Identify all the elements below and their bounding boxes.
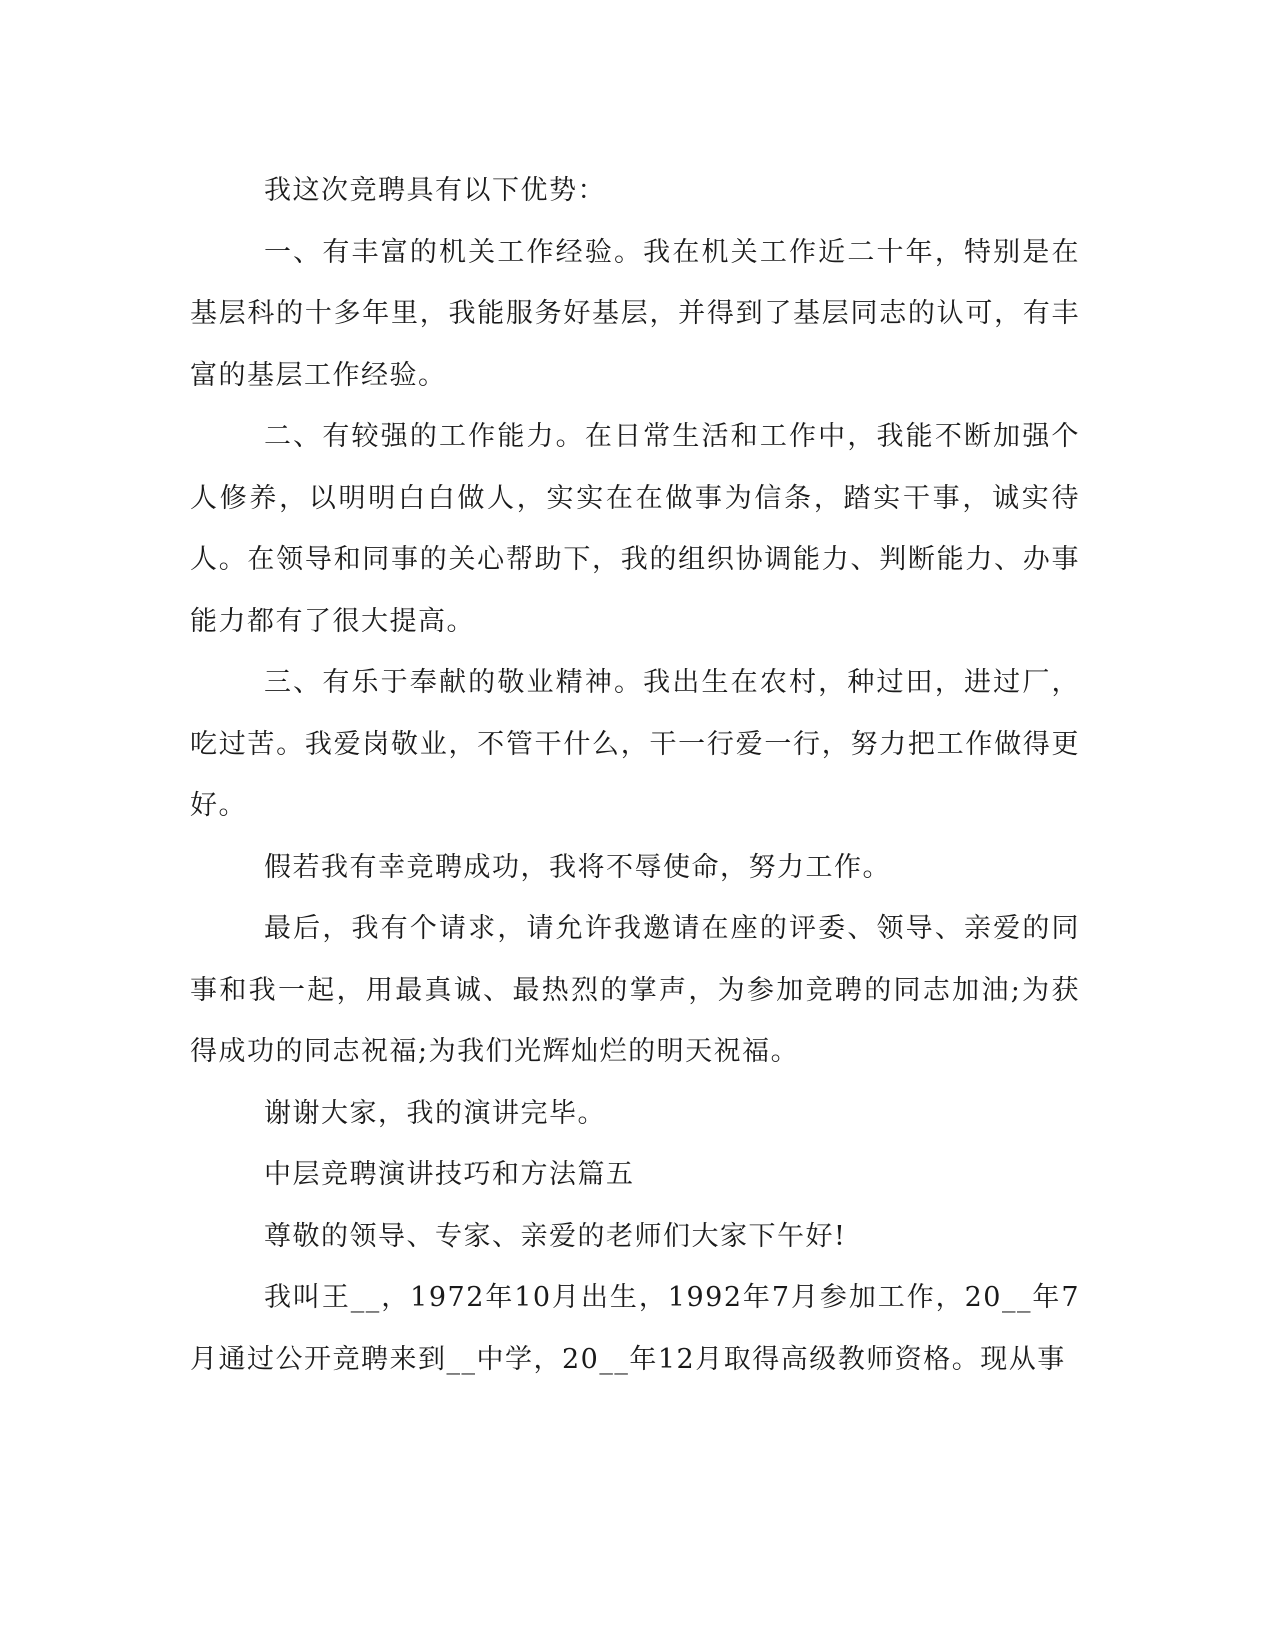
paragraph-self-intro: 我叫王__，1972年10月出生，1992年7月参加工作，20__年7月通过公开竞聘来到__中学，20__年12月取得高级教师资格。现从事 (190, 1282, 1080, 1375)
paragraph-advantage-3: 三、有乐于奉献的敬业精神。我出生在农村，种过田，进过厂，吃过苦。我爱岗敬业，不管干什么，干一行爱一行，努力把工作做得更好。 (190, 667, 1080, 821)
paragraph-closing: 谢谢大家，我的演讲完毕。 (264, 1097, 606, 1129)
paragraph-request: 最后，我有个请求，请允许我邀请在座的评委、领导、亲爱的同事和我一起，用最真诚、最热烈的掌声，为参加竞聘的同志加油;为获得成功的同志祝福;为我们光辉灿烂的明天祝福。 (190, 913, 1080, 1067)
paragraph-greeting: 尊敬的领导、专家、亲爱的老师们大家下午好! (264, 1220, 847, 1252)
document-body (190, 160, 1080, 1390)
paragraph-advantages-intro: 我这次竞聘具有以下优势： (264, 175, 606, 206)
section-heading: 中层竞聘演讲技巧和方法篇五 (264, 1159, 635, 1190)
paragraph-commitment: 假若我有幸竞聘成功，我将不辱使命，努力工作。 (264, 851, 891, 883)
paragraph-advantage-2: 二、有较强的工作能力。在日常生活和工作中，我能不断加强个人修养，以明明白白做人，实实在在做事为信条，踏实干事，诚实待人。在领导和同事的关心帮助下，我的组织协调能力、判断能力、办事能力都有了很大提高。 (190, 421, 1080, 637)
paragraph-advantage-1: 一、有丰富的机关工作经验。我在机关工作近二十年，特别是在基层科的十多年里，我能服务好基层，并得到了基层同志的认可，有丰富的基层工作经验。 (190, 236, 1080, 391)
